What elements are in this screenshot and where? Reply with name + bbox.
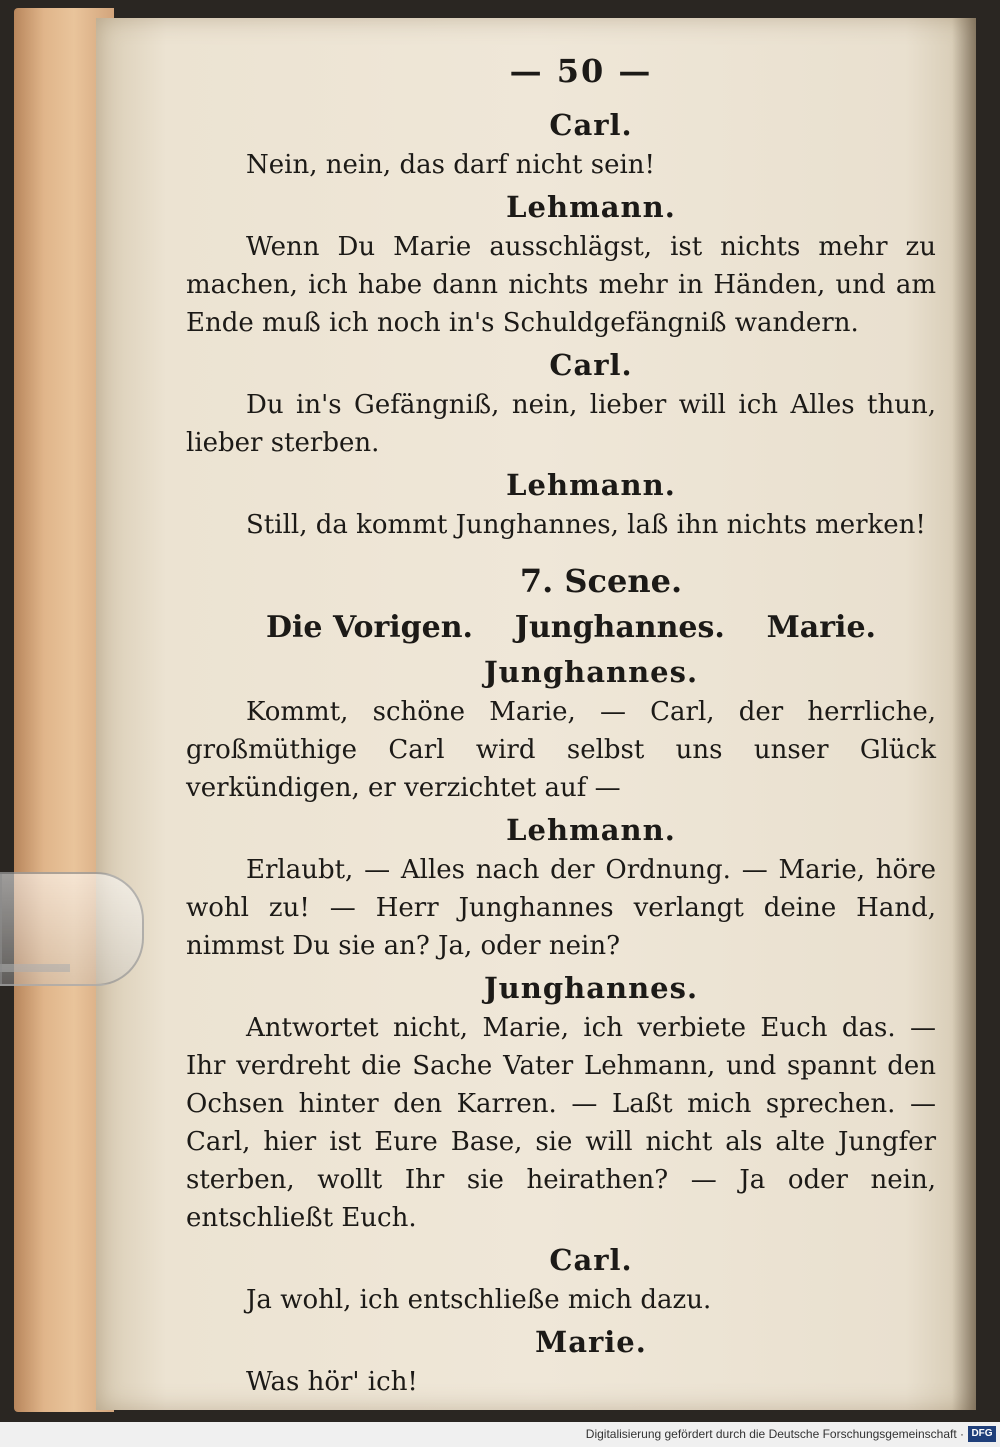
- speaker-label: Lehmann.: [506, 190, 676, 224]
- scene-heading: 7. Scene.: [519, 562, 683, 600]
- page-content: [186, 52, 936, 1401]
- speech-text: Was hör' ich!: [246, 1367, 418, 1397]
- speech-text: Ja wohl, ich entschließe mich dazu.: [246, 1285, 712, 1315]
- footer-bar: [0, 1422, 1000, 1447]
- speech-text: Erlaubt, — Alles nach der Ordnung. — Marie, höre wohl zu! — Herr Junghannes verlangt deine Hand, nimmst Du sie an? Ja, oder nein?: [186, 855, 936, 961]
- speaker-label: Marie.: [535, 1325, 647, 1359]
- spine-shadow: [952, 18, 976, 1410]
- speech-text: Antwortet nicht, Marie, ich verbiete Euch das. — Ihr verdreht die Sache Vater Lehmann, und spannt den Ochsen hinter den Karren. — Laßt mich sprechen. — Carl, hier ist Eure Base, sie will nicht als alte Jungfer sterben, wollt Ihr sie heirathen? — Ja oder nein, entschließt Euch.: [186, 1013, 936, 1233]
- speech-text: Still, da kommt Junghannes, laß ihn nichts merken!: [246, 510, 926, 540]
- cast-item: Junghannes.: [514, 610, 725, 645]
- speech-text: Nein, nein, das darf nicht sein!: [246, 150, 655, 180]
- speaker-label: Carl.: [549, 108, 633, 142]
- cast-item: Die Vorigen.: [266, 610, 473, 645]
- cast-item: Marie.: [766, 610, 876, 645]
- cast-list: [266, 610, 936, 645]
- speaker-label: Lehmann.: [506, 468, 676, 502]
- page-number: — 50 —: [509, 52, 653, 90]
- speaker-label: Carl.: [549, 1243, 633, 1277]
- speaker-label: Junghannes.: [483, 655, 699, 689]
- speaker-label: Carl.: [549, 348, 633, 382]
- funding-notice: Digitalisierung gefördert durch die Deutsche Forschungsgemeinschaft ·: [585, 1427, 964, 1441]
- speech-text: Wenn Du Marie ausschlägst, ist nichts mehr zu machen, ich habe dann nichts mehr in Händen, und am Ende muß ich noch in's Schuldgefängniß wandern.: [186, 232, 936, 338]
- speaker-label: Lehmann.: [506, 813, 676, 847]
- page-clip: [0, 872, 144, 986]
- speaker-label: Junghannes.: [483, 971, 699, 1005]
- dfg-logo: DFG: [968, 1426, 996, 1442]
- speech-text: Kommt, schöne Marie, — Carl, der herrliche, großmüthige Carl wird selbst uns unser Glück verkündigen, er verzichtet auf —: [186, 697, 936, 803]
- speech-text: Du in's Gefängniß, nein, lieber will ich Alles thun, lieber sterben.: [186, 390, 936, 458]
